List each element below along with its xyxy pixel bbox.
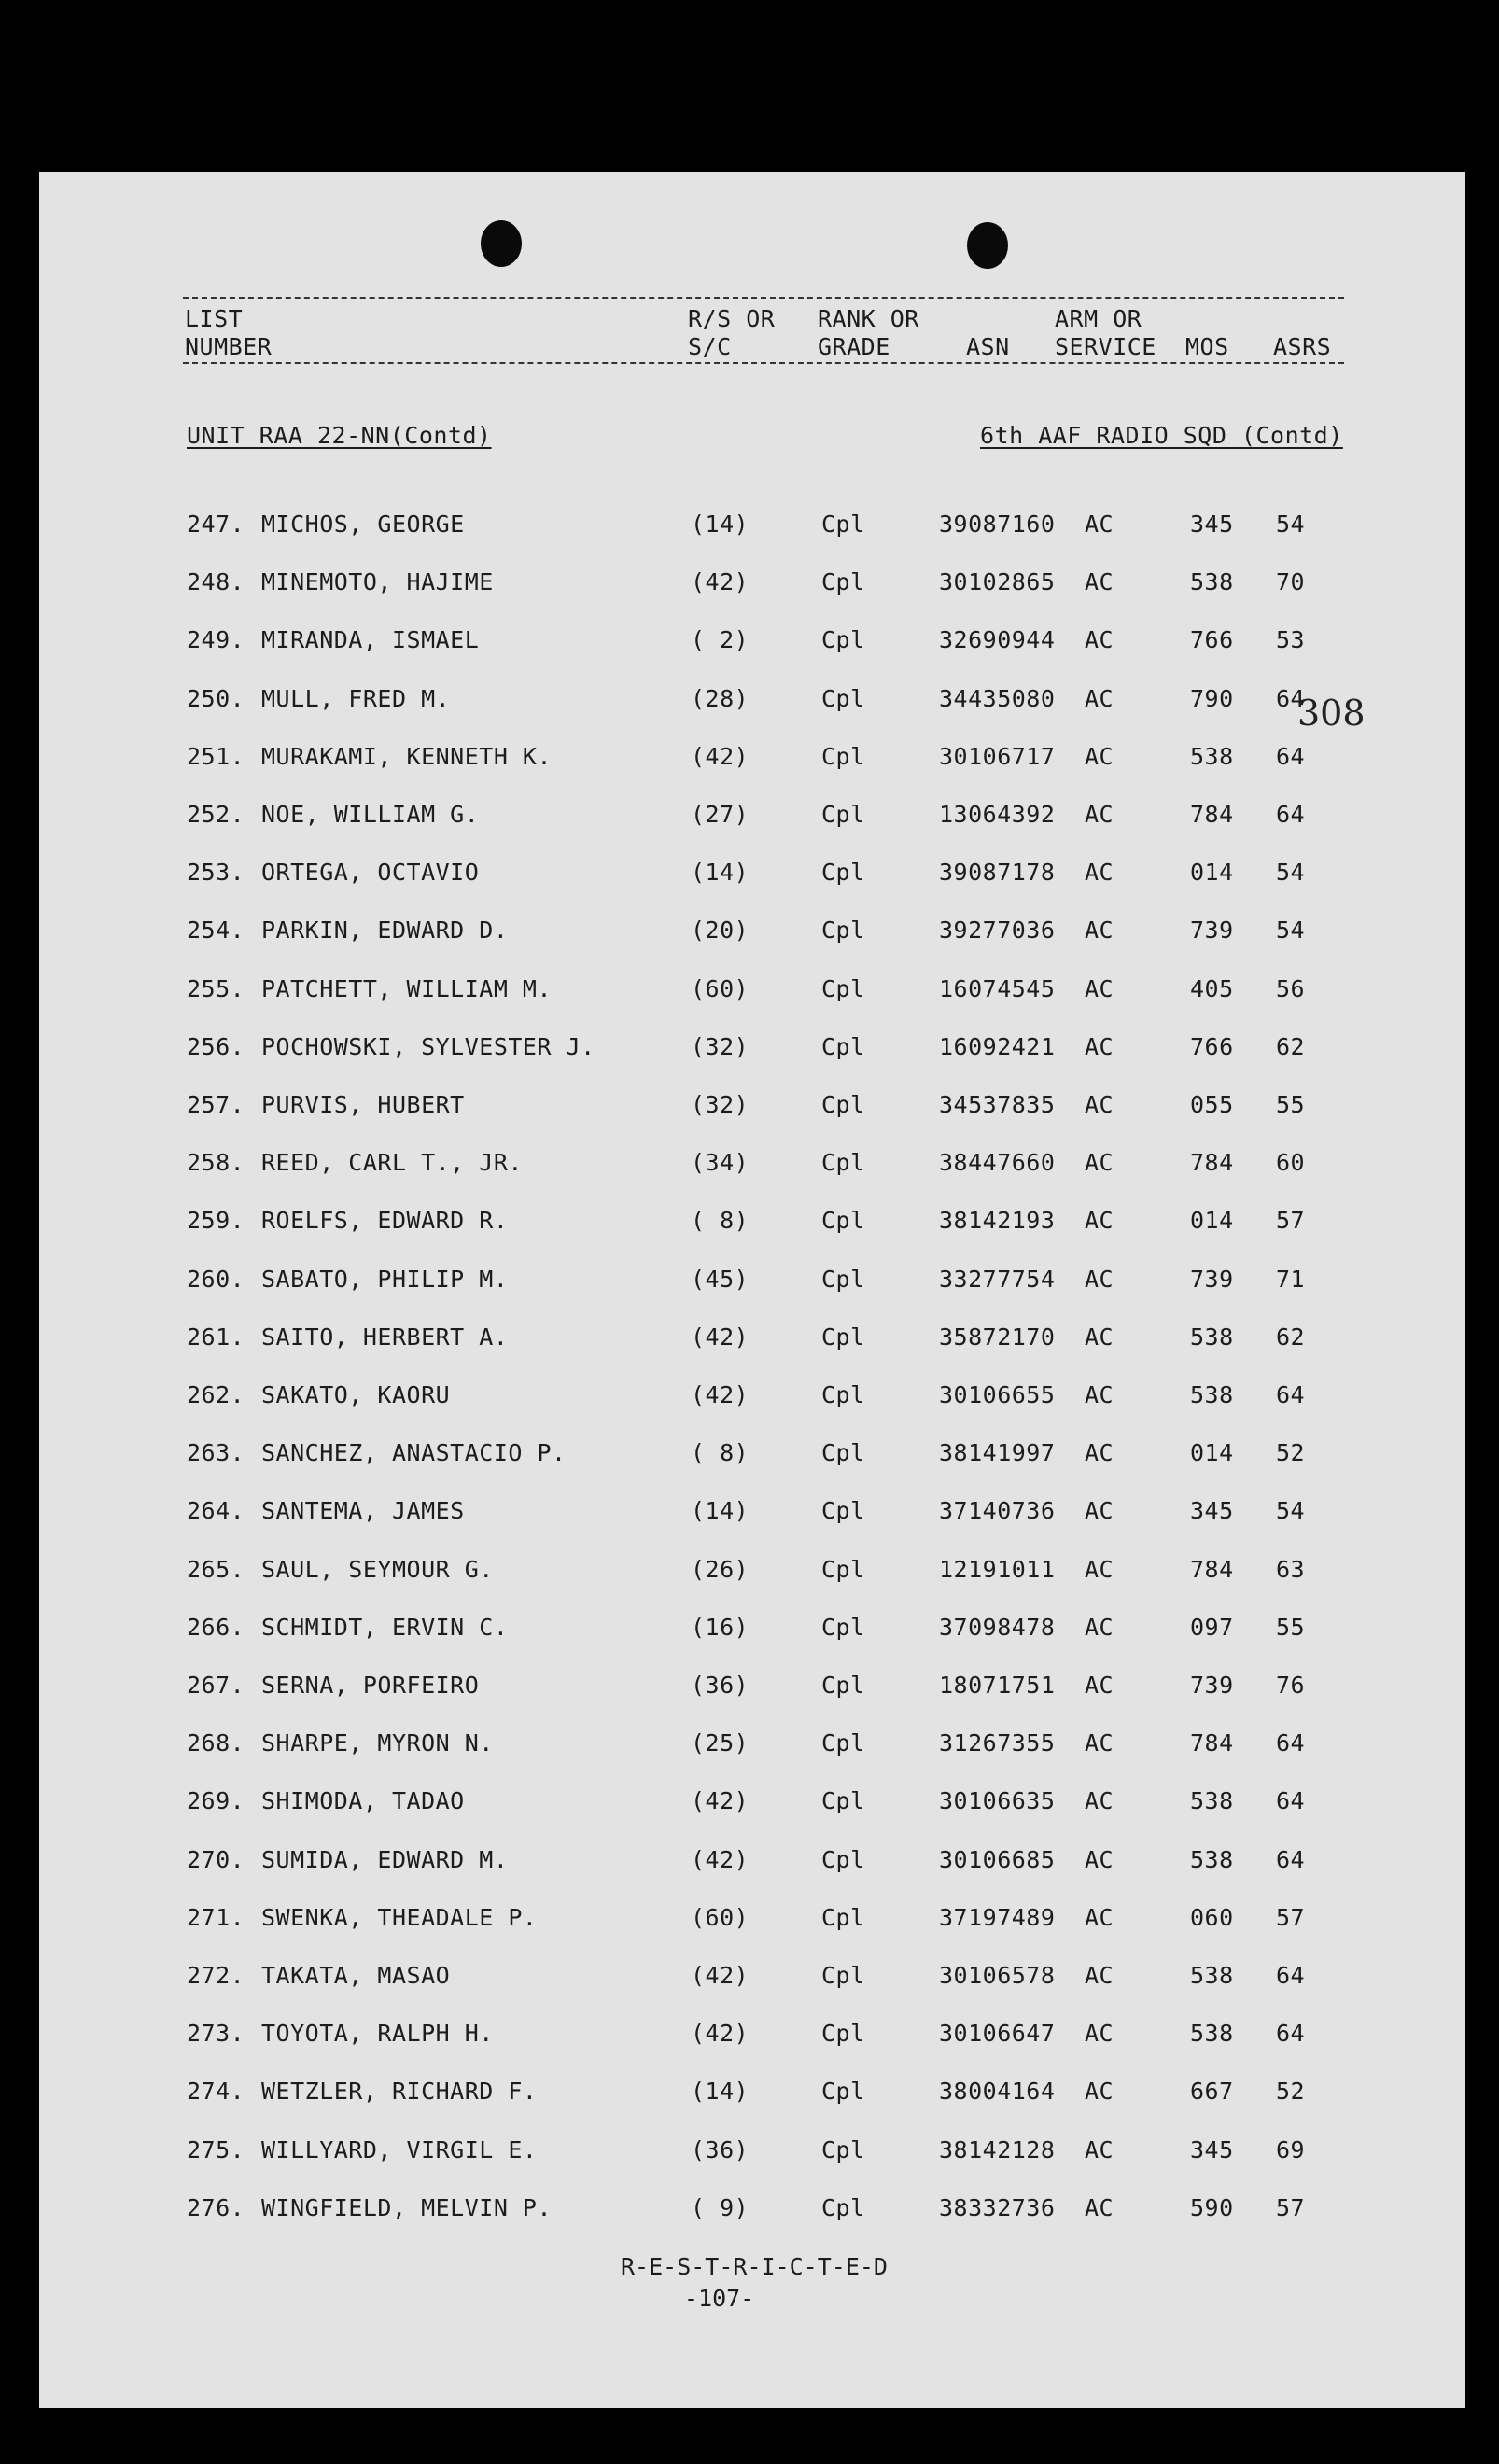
row-name: WETZLER, RICHARD F. (261, 2078, 538, 2105)
row-rank: Cpl (821, 2078, 865, 2105)
row-rs-sc: (28) (691, 685, 750, 712)
row-arm: AC (1085, 1323, 1114, 1351)
classification-footer: R-E-S-T-R-I-C-T-E-D (621, 2253, 888, 2280)
row-mos: 345 (1190, 1497, 1234, 1524)
row-name: SHARPE, MYRON N. (261, 1729, 494, 1757)
row-arm: AC (1085, 2078, 1114, 2105)
row-name: POCHOWSKI, SYLVESTER J. (261, 1033, 595, 1060)
row-rank: Cpl (821, 2136, 865, 2163)
row-arm: AC (1085, 1439, 1114, 1466)
row-asrs: 64 (1276, 2020, 1306, 2047)
row-rs-sc: (14) (691, 1497, 750, 1524)
row-mos: 538 (1190, 743, 1234, 770)
row-rank: Cpl (821, 859, 865, 886)
row-arm: AC (1085, 1729, 1114, 1757)
row-asn: 38332736 (939, 2194, 1056, 2221)
row-asn: 39087160 (939, 511, 1056, 538)
row-asrs: 53 (1276, 626, 1306, 653)
list-item (0, 568, 1499, 606)
row-rank: Cpl (821, 917, 865, 944)
row-mos: 538 (1190, 1381, 1234, 1408)
row-rank: Cpl (821, 1962, 865, 1989)
row-asn: 37197489 (939, 1904, 1056, 1931)
row-asrs: 64 (1276, 1787, 1306, 1814)
row-arm: AC (1085, 859, 1114, 886)
row-asrs: 57 (1276, 2194, 1306, 2221)
header-service: SERVICE (1055, 333, 1156, 360)
row-rank: Cpl (821, 1904, 865, 1931)
row-number: 258. (187, 1149, 245, 1176)
row-asrs: 76 (1276, 1672, 1306, 1699)
row-asrs: 64 (1276, 1381, 1306, 1408)
row-number: 251. (187, 743, 245, 770)
row-name: NOE, WILLIAM G. (261, 801, 480, 828)
row-number: 252. (187, 801, 245, 828)
row-rank: Cpl (821, 1729, 865, 1757)
row-mos: 538 (1190, 568, 1234, 595)
row-arm: AC (1085, 1904, 1114, 1931)
row-asn: 16074545 (939, 975, 1056, 1002)
row-rank: Cpl (821, 2194, 865, 2221)
row-arm: AC (1085, 1149, 1114, 1176)
list-item (0, 1556, 1499, 1593)
header-asrs: ASRS (1273, 333, 1332, 360)
row-name: SHIMODA, TADAO (261, 1787, 465, 1814)
row-name: ORTEGA, OCTAVIO (261, 859, 480, 886)
row-asn: 38141997 (939, 1439, 1056, 1466)
row-asn: 38004164 (939, 2078, 1056, 2105)
row-number: 253. (187, 859, 245, 886)
row-arm: AC (1085, 1846, 1114, 1873)
header-rank: RANK OR (818, 305, 919, 332)
row-mos: 014 (1190, 1439, 1234, 1466)
row-rs-sc: (26) (691, 1556, 750, 1583)
row-mos: 784 (1190, 1149, 1234, 1176)
row-name: SABATO, PHILIP M. (261, 1266, 509, 1293)
row-mos: 739 (1190, 1266, 1234, 1293)
list-item (0, 626, 1499, 664)
row-rank: Cpl (821, 1091, 865, 1118)
row-rs-sc: (42) (691, 1323, 750, 1351)
row-mos: 766 (1190, 626, 1234, 653)
row-number: 256. (187, 1033, 245, 1060)
row-name: SUMIDA, EDWARD M. (261, 1846, 509, 1873)
list-item (0, 859, 1499, 896)
row-asrs: 55 (1276, 1091, 1306, 1118)
row-rank: Cpl (821, 1497, 865, 1524)
list-item (0, 1381, 1499, 1419)
row-arm: AC (1085, 685, 1114, 712)
row-asn: 30106655 (939, 1381, 1056, 1408)
list-item (0, 1207, 1499, 1244)
row-mos: 667 (1190, 2078, 1234, 2105)
row-mos: 739 (1190, 917, 1234, 944)
row-mos: 405 (1190, 975, 1234, 1002)
row-rank: Cpl (821, 1439, 865, 1466)
row-mos: 538 (1190, 1787, 1234, 1814)
header-number: NUMBER (185, 333, 273, 360)
header-list: LIST (185, 305, 244, 332)
row-asn: 18071751 (939, 1672, 1056, 1699)
row-rank: Cpl (821, 743, 865, 770)
row-mos: 784 (1190, 1556, 1234, 1583)
punch-hole-right (967, 222, 1008, 269)
list-item (0, 1091, 1499, 1128)
list-item (0, 1323, 1499, 1361)
row-asn: 30106578 (939, 1962, 1056, 1989)
stamped-number: 308 (1297, 693, 1366, 734)
list-item (0, 2194, 1499, 2232)
row-asn: 39277036 (939, 917, 1056, 944)
row-name: SCHMIDT, ERVIN C. (261, 1614, 509, 1641)
row-asn: 30106685 (939, 1846, 1056, 1873)
row-rank: Cpl (821, 1672, 865, 1699)
row-rs-sc: (32) (691, 1091, 750, 1118)
row-rs-sc: (42) (691, 1787, 750, 1814)
row-mos: 784 (1190, 801, 1234, 828)
row-number: 267. (187, 1672, 245, 1699)
header-mos: MOS (1185, 333, 1229, 360)
row-name: SAUL, SEYMOUR G. (261, 1556, 494, 1583)
row-asn: 12191011 (939, 1556, 1056, 1583)
row-arm: AC (1085, 2194, 1114, 2221)
row-rank: Cpl (821, 1149, 865, 1176)
row-name: WILLYARD, VIRGIL E. (261, 2136, 538, 2163)
row-rs-sc: (42) (691, 1962, 750, 1989)
row-asn: 31267355 (939, 1729, 1056, 1757)
row-arm: AC (1085, 2136, 1114, 2163)
row-asn: 32690944 (939, 626, 1056, 653)
row-asrs: 64 (1276, 743, 1306, 770)
header-sc: S/C (688, 333, 732, 360)
list-item (0, 743, 1499, 780)
row-arm: AC (1085, 1787, 1114, 1814)
row-asrs: 62 (1276, 1033, 1306, 1060)
row-rs-sc: (16) (691, 1614, 750, 1641)
row-arm: AC (1085, 801, 1114, 828)
row-asrs: 64 (1276, 1846, 1306, 1873)
row-rs-sc: ( 8) (691, 1207, 750, 1234)
row-arm: AC (1085, 2020, 1114, 2047)
row-number: 257. (187, 1091, 245, 1118)
row-rs-sc: (25) (691, 1729, 750, 1757)
row-mos: 739 (1190, 1672, 1234, 1699)
row-rank: Cpl (821, 1266, 865, 1293)
list-item (0, 917, 1499, 954)
row-rank: Cpl (821, 568, 865, 595)
row-asn: 30106717 (939, 743, 1056, 770)
row-asn: 16092421 (939, 1033, 1056, 1060)
row-asrs: 54 (1276, 917, 1306, 944)
row-number: 255. (187, 975, 245, 1002)
row-rs-sc: (36) (691, 2136, 750, 2163)
row-name: MURAKAMI, KENNETH K. (261, 743, 553, 770)
row-rank: Cpl (821, 975, 865, 1002)
list-item (0, 1962, 1499, 1999)
list-item (0, 1729, 1499, 1767)
row-number: 261. (187, 1323, 245, 1351)
row-name: TAKATA, MASAO (261, 1962, 451, 1989)
row-arm: AC (1085, 1497, 1114, 1524)
row-rs-sc: (60) (691, 975, 750, 1002)
row-name: MIRANDA, ISMAEL (261, 626, 480, 653)
header-arm: ARM OR (1055, 305, 1142, 332)
row-name: SAITO, HERBERT A. (261, 1323, 509, 1351)
row-asn: 35872170 (939, 1323, 1056, 1351)
row-asrs: 52 (1276, 1439, 1306, 1466)
row-number: 274. (187, 2078, 245, 2105)
row-number: 268. (187, 1729, 245, 1757)
list-item (0, 1846, 1499, 1883)
row-number: 250. (187, 685, 245, 712)
row-rs-sc: (36) (691, 1672, 750, 1699)
row-name: SAKATO, KAORU (261, 1381, 451, 1408)
row-asrs: 56 (1276, 975, 1306, 1002)
row-number: 263. (187, 1439, 245, 1466)
row-asn: 30106635 (939, 1787, 1056, 1814)
row-asrs: 57 (1276, 1904, 1306, 1931)
row-name: MULL, FRED M. (261, 685, 451, 712)
header-bottom-rule (183, 362, 1344, 364)
row-mos: 590 (1190, 2194, 1234, 2221)
row-arm: AC (1085, 1614, 1114, 1641)
row-mos: 538 (1190, 1846, 1234, 1873)
row-arm: AC (1085, 743, 1114, 770)
row-number: 270. (187, 1846, 245, 1873)
row-arm: AC (1085, 1381, 1114, 1408)
row-number: 269. (187, 1787, 245, 1814)
row-arm: AC (1085, 1207, 1114, 1234)
row-rank: Cpl (821, 685, 865, 712)
row-asrs: 64 (1276, 1729, 1306, 1757)
row-mos: 014 (1190, 1207, 1234, 1234)
row-number: 259. (187, 1207, 245, 1234)
row-asrs: 62 (1276, 1323, 1306, 1351)
row-rank: Cpl (821, 1381, 865, 1408)
row-number: 273. (187, 2020, 245, 2047)
row-asrs: 52 (1276, 2078, 1306, 2105)
row-rs-sc: (42) (691, 568, 750, 595)
list-item (0, 685, 1499, 722)
row-mos: 097 (1190, 1614, 1234, 1641)
row-asn: 38142193 (939, 1207, 1056, 1234)
row-asrs: 55 (1276, 1614, 1306, 1641)
list-item (0, 2020, 1499, 2057)
row-rs-sc: (14) (691, 511, 750, 538)
row-number: 271. (187, 1904, 245, 1931)
row-number: 247. (187, 511, 245, 538)
row-name: TOYOTA, RALPH H. (261, 2020, 494, 2047)
row-rank: Cpl (821, 1846, 865, 1873)
row-rs-sc: ( 8) (691, 1439, 750, 1466)
row-rs-sc: (60) (691, 1904, 750, 1931)
list-item (0, 1672, 1499, 1709)
row-rank: Cpl (821, 1787, 865, 1814)
list-item (0, 1439, 1499, 1477)
row-arm: AC (1085, 1672, 1114, 1699)
row-name: ROELFS, EDWARD R. (261, 1207, 509, 1234)
row-arm: AC (1085, 1266, 1114, 1293)
row-rs-sc: (27) (691, 801, 750, 828)
row-mos: 784 (1190, 1729, 1234, 1757)
header-top-rule (183, 297, 1344, 299)
row-arm: AC (1085, 1556, 1114, 1583)
row-number: 254. (187, 917, 245, 944)
row-asrs: 54 (1276, 859, 1306, 886)
row-number: 260. (187, 1266, 245, 1293)
row-mos: 790 (1190, 685, 1234, 712)
row-mos: 345 (1190, 2136, 1234, 2163)
row-mos: 014 (1190, 859, 1234, 886)
list-item (0, 801, 1499, 838)
row-rs-sc: (45) (691, 1266, 750, 1293)
row-asrs: 64 (1276, 1962, 1306, 1989)
row-rs-sc: (14) (691, 2078, 750, 2105)
row-mos: 538 (1190, 2020, 1234, 2047)
row-number: 262. (187, 1381, 245, 1408)
row-arm: AC (1085, 511, 1114, 538)
row-rank: Cpl (821, 801, 865, 828)
row-asn: 38142128 (939, 2136, 1056, 2163)
row-mos: 766 (1190, 1033, 1234, 1060)
row-name: SANTEMA, JAMES (261, 1497, 465, 1524)
row-name: MINEMOTO, HAJIME (261, 568, 494, 595)
row-rank: Cpl (821, 1207, 865, 1234)
list-item (0, 1033, 1499, 1071)
row-rs-sc: (20) (691, 917, 750, 944)
header-asn: ASN (966, 333, 1010, 360)
row-arm: AC (1085, 568, 1114, 595)
list-item (0, 1904, 1499, 1941)
header-rs: R/S OR (688, 305, 776, 332)
row-name: PARKIN, EDWARD D. (261, 917, 509, 944)
row-name: MICHOS, GEORGE (261, 511, 465, 538)
row-rank: Cpl (821, 626, 865, 653)
row-asn: 38447660 (939, 1149, 1056, 1176)
row-number: 265. (187, 1556, 245, 1583)
unit-title: UNIT RAA 22-NN(Contd) (187, 422, 492, 449)
row-asn: 34537835 (939, 1091, 1056, 1118)
list-item (0, 2078, 1499, 2115)
row-rank: Cpl (821, 511, 865, 538)
row-mos: 060 (1190, 1904, 1234, 1931)
row-rs-sc: (34) (691, 1149, 750, 1176)
row-rs-sc: ( 2) (691, 626, 750, 653)
row-rs-sc: (42) (691, 1381, 750, 1408)
row-mos: 538 (1190, 1323, 1234, 1351)
row-asrs: 64 (1276, 685, 1306, 712)
row-rank: Cpl (821, 1556, 865, 1583)
row-asn: 37098478 (939, 1614, 1056, 1641)
row-asrs: 69 (1276, 2136, 1306, 2163)
list-item (0, 1787, 1499, 1825)
row-asrs: 60 (1276, 1149, 1306, 1176)
row-rs-sc: (42) (691, 2020, 750, 2047)
list-item (0, 1149, 1499, 1186)
squadron-title: 6th AAF RADIO SQD (Contd) (980, 422, 1343, 449)
punch-hole-left (481, 220, 522, 267)
row-asrs: 54 (1276, 1497, 1306, 1524)
row-rank: Cpl (821, 1323, 865, 1351)
row-asn: 13064392 (939, 801, 1056, 828)
row-asn: 33277754 (939, 1266, 1056, 1293)
list-item (0, 975, 1499, 1013)
row-rank: Cpl (821, 1614, 865, 1641)
row-name: PURVIS, HUBERT (261, 1091, 465, 1118)
row-mos: 538 (1190, 1962, 1234, 1989)
row-name: REED, CARL T., JR. (261, 1149, 523, 1176)
row-number: 248. (187, 568, 245, 595)
row-rs-sc: (42) (691, 743, 750, 770)
row-rs-sc: (32) (691, 1033, 750, 1060)
row-number: 276. (187, 2194, 245, 2221)
row-rs-sc: (42) (691, 1846, 750, 1873)
row-name: WINGFIELD, MELVIN P. (261, 2194, 553, 2221)
row-name: SANCHEZ, ANASTACIO P. (261, 1439, 567, 1466)
list-item (0, 1614, 1499, 1651)
row-name: SERNA, PORFEIRO (261, 1672, 480, 1699)
list-item (0, 1497, 1499, 1534)
row-asrs: 54 (1276, 511, 1306, 538)
row-asrs: 57 (1276, 1207, 1306, 1234)
header-grade: GRADE (818, 333, 890, 360)
row-asn: 30106647 (939, 2020, 1056, 2047)
row-asrs: 64 (1276, 801, 1306, 828)
list-item (0, 511, 1499, 548)
row-number: 266. (187, 1614, 245, 1641)
row-arm: AC (1085, 917, 1114, 944)
list-item (0, 1266, 1499, 1303)
row-number: 249. (187, 626, 245, 653)
row-asrs: 63 (1276, 1556, 1306, 1583)
row-rs-sc: ( 9) (691, 2194, 750, 2221)
list-item (0, 2136, 1499, 2174)
row-rank: Cpl (821, 2020, 865, 2047)
row-rank: Cpl (821, 1033, 865, 1060)
row-name: PATCHETT, WILLIAM M. (261, 975, 553, 1002)
row-arm: AC (1085, 1962, 1114, 1989)
row-arm: AC (1085, 975, 1114, 1002)
row-asn: 39087178 (939, 859, 1056, 886)
row-asrs: 71 (1276, 1266, 1306, 1293)
page-number: -107- (684, 2285, 755, 2312)
row-asrs: 70 (1276, 568, 1306, 595)
row-arm: AC (1085, 1033, 1114, 1060)
row-number: 264. (187, 1497, 245, 1524)
row-mos: 345 (1190, 511, 1234, 538)
row-number: 272. (187, 1962, 245, 1989)
row-rs-sc: (14) (691, 859, 750, 886)
row-asn: 30102865 (939, 568, 1056, 595)
row-name: SWENKA, THEADALE P. (261, 1904, 538, 1931)
row-arm: AC (1085, 1091, 1114, 1118)
row-arm: AC (1085, 626, 1114, 653)
row-number: 275. (187, 2136, 245, 2163)
row-mos: 055 (1190, 1091, 1234, 1118)
row-asn: 34435080 (939, 685, 1056, 712)
row-asn: 37140736 (939, 1497, 1056, 1524)
